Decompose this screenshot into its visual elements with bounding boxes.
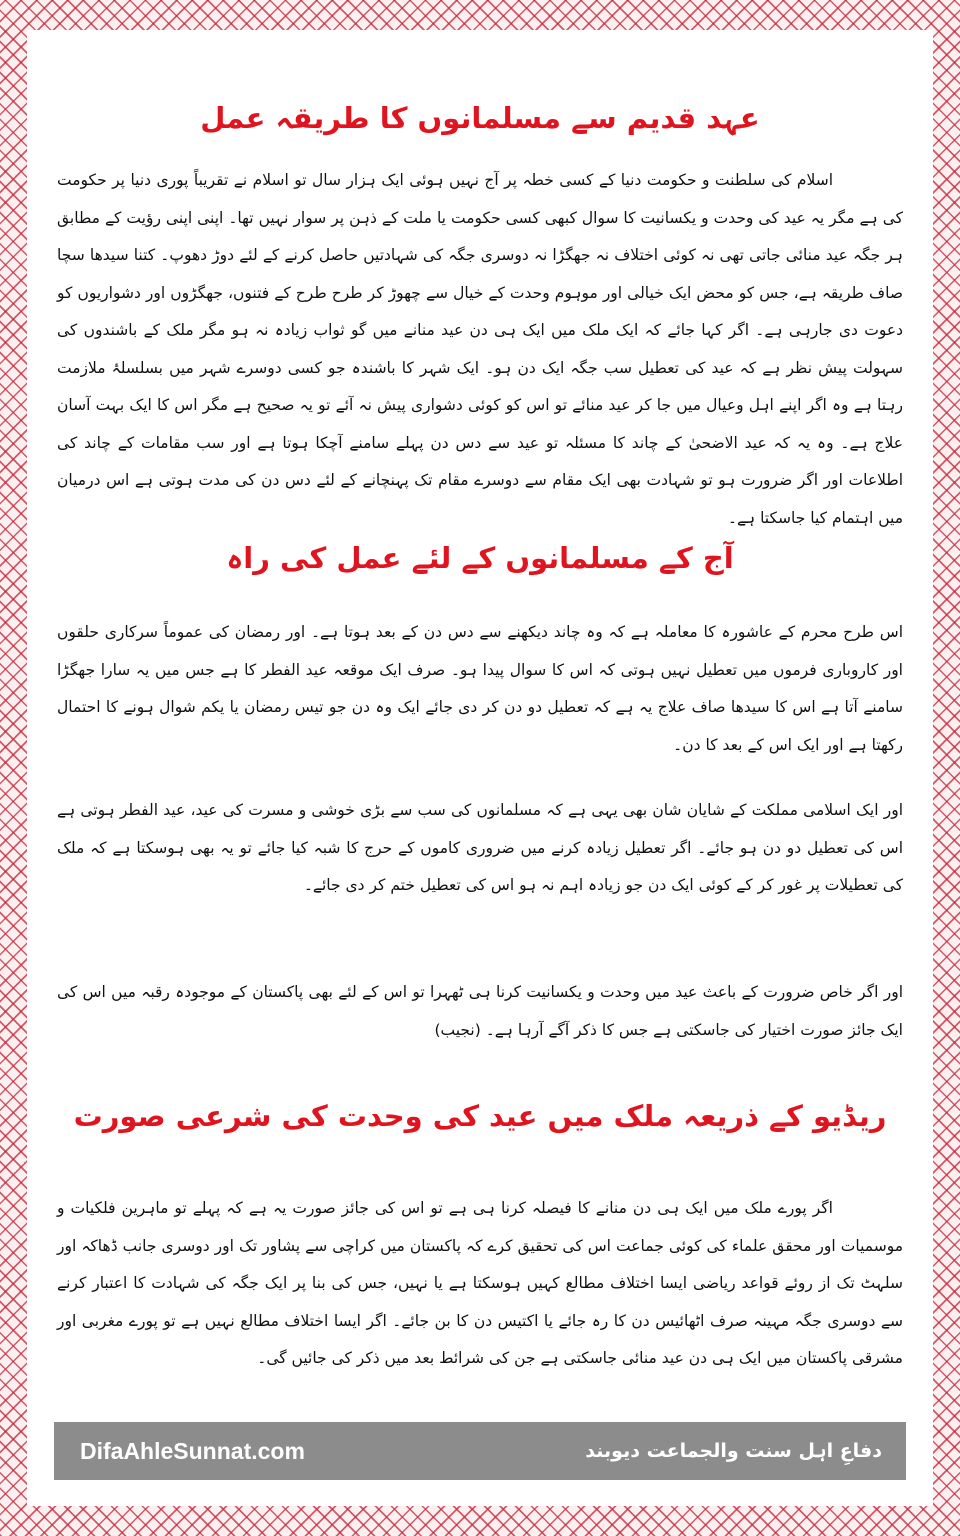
page-sheet bbox=[27, 30, 933, 1506]
footer-banner bbox=[54, 1422, 906, 1480]
paragraph-islamic-state: اور ایک اسلامی مملکت کے شایان شان بھی یہی ہے کہ مسلمانوں کی سب سے بڑی خوشی و مسرت کی عید، عید الفطر ہوتی ہے اس کی تعطیل دو دن ہو جائے۔ اگر تعطیل زیادہ کرنے میں ضروری کاموں کے حرج کا شبہ کیا جائے تو یہ بھی ہوسکتا ہے کہ ملک کی تعطیلات پر غور کر کے کوئی ایک دن جو زیادہ اہم نہ ہو اس کی تعطیل ختم کر دی جائے۔ bbox=[57, 801, 903, 894]
footer-website[interactable]: DifaAhleSunnat.com bbox=[80, 1437, 305, 1464]
heading-todays-path: آج کے مسلمانوں کے لئے عمل کی راہ bbox=[226, 541, 734, 575]
paragraph-special-necessity: اور اگر خاص ضرورت کے باعث عید میں وحدت و یکسانیت کرنا ہی ٹھہرا تو اس کے لئے بھی پاکستان کے موجودہ رقبہ میں اس کی ایک جائز صورت اختیار کی جاسکتی ہے جس کا ذکر آگے آرہا ہے۔ (نجیب) bbox=[57, 983, 903, 1039]
footer-organization: دفاعِ اہل سنت والجماعت دیوبند bbox=[585, 1440, 882, 1462]
heading-radio-unity: ریڈیو کے ذریعہ ملک میں عید کی وحدت کی شرعی صورت bbox=[73, 1099, 887, 1133]
heading-ancient-practice: عہد قدیم سے مسلمانوں کا طریقہ عمل bbox=[200, 101, 760, 135]
paragraph-ancient-practice: اسلام کی سلطنت و حکومت دنیا کے کسی خطہ پر آج نہیں ہوئی ایک ہزار سال تو اسلام نے تقریباً پوری دنیا پر حکومت کی ہے مگر یہ عید کی وحدت و یکسانیت کا سوال کبھی کسی حکومت یا ملت کے ذہن پر سوار نہیں تھا۔ اپنی اپنی رؤیت کے مطابق ہر جگہ عید منائی جاتی تھی نہ کوئی اختلاف نہ جھگڑا نہ دوسری جگہ کی شہادتیں حاصل کرنے کے لئے دوڑ دھوپ۔ کتنا سیدھا سچا صاف طریقہ ہے، جس کو محض ایک خیالی اور موہوم وحدت کے خیال سے چھوڑ کر طرح طرح کے فتنوں، جھگڑوں اور دشواریوں کو دعوت دی جارہی ہے۔ اگر کہا جائے کہ ایک ملک میں ایک ہی دن عید منانے میں گو ثواب زیادہ نہ ہو مگر ملک کے باشندوں کی سہولت پیش نظر ہے کہ عید کی تعطیل سب جگہ ایک دن ہو۔ ایک شہر کا باشندہ جو کسی دوسرے شہر میں بسلسلۂ ملازمت رہتا ہے وہ اگر اپنے اہل وعیال میں جا کر عید منائے تو اس کو کوئی دشواری پیش نہ آئے تو یہ صحیح ہے مگر اس کا ایک بہت آسان علاج ہے۔ وہ یہ کہ عید الاضحیٰ کے چاند کا مسئلہ تو عید سے دس دن پہلے سامنے آچکا ہوتا ہے اور سب مقامات کے چاند کی اطلاعات اور اگر ضرورت ہو تو شہادت بھی ایک مقام سے دوسرے مقام تک پہنچانے کے لئے دس دن کی مدت ہوتی ہے اس درمیان میں اہتمام کیا جاسکتا ہے۔ bbox=[57, 171, 903, 527]
paragraph-radio-unity: اگر پورے ملک میں ایک ہی دن منانے کا فیصلہ کرنا ہی ہے تو اس کی جائز صورت یہ ہے کہ پہلے تو ماہرین فلکیات و موسمیات اور محقق علماء کی کوئی جماعت اس کی تحقیق کرے کہ پاکستان میں کراچی سے پشاور تک اور دوسری جانب ڈھاکہ اور سلہٹ تک از روئے قواعد ریاضی ایسا اختلاف مطالع کہیں ہوسکتا ہے یا نہیں، جس کی بنا پر ایک جگہ کی شہادت کا اعتبار کرنے سے دوسری جگہ مہینہ صرف اٹھائیس دن کا رہ جائے یا اکتیس دن کا بن جائے۔ اگر ایسا اختلاف مطالع نہیں ہے تو پورے مغربی اور مشرقی پاکستان میں ایک ہی دن عید منائی جاسکتی ہے جن کی شرائط بعد میں ذکر کی جائیں گی۔ bbox=[57, 1199, 903, 1367]
paragraph-muharram-holiday: اس طرح محرم کے عاشورہ کا معاملہ ہے کہ وہ چاند دیکھنے سے دس دن کے بعد ہوتا ہے۔ اور رمضان کی عموماً سرکاری حلقوں اور کاروباری فرموں میں تعطیل نہیں ہوتی کہ اس کا سوال پیدا ہو۔ صرف ایک موقعہ عید الفطر کا ہے جس میں یہ سارا جھگڑا سامنے آتا ہے اس کا سیدھا صاف علاج یہ ہے کہ تعطیل دو دن کر دی جائے ایک وہ دن جو تیس رمضان یا یکم شوال ہونے کا احتمال رکھتا ہے اور ایک اس کے بعد کا دن۔ bbox=[57, 623, 903, 754]
